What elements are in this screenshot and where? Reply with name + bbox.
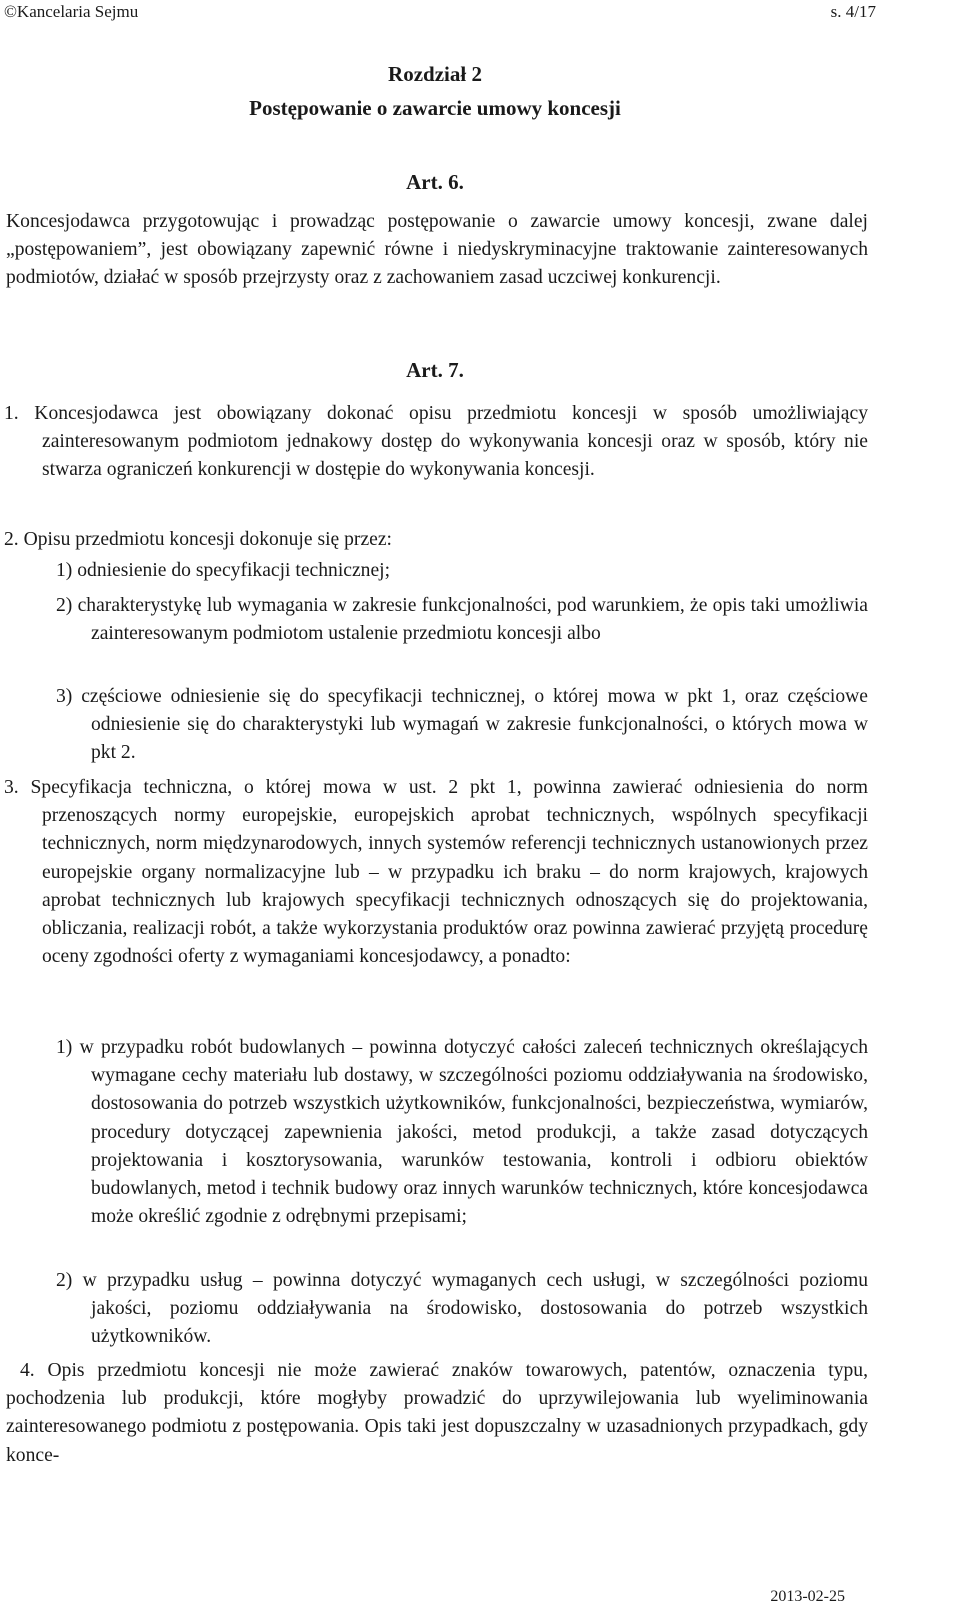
- art7-p2-item-1: 1) odniesienie do specyfikacji technicznej;: [56, 560, 391, 581]
- art7-paragraph-4: [6, 1357, 868, 1470]
- art7-paragraph-3: 3. Specyfikacja techniczna, o której mowa w ust. 2 pkt 1, powinna zawierać odniesienia do norm przenoszących normy europejskie, europejskich aprobat technicznych, wspólnych specyfikacji technicznych, norm międzynarodowych, innych systemów referencji technicznych ustanowionych przez europejskie organy normalizacyjne lub – w przypadku ich braku – do norm krajowych, krajowych aprobat technicznych lub krajowych specyfikacji technicznych odnoszących się do projektowania, obliczania, realizacji robót, a także wykorzystania produktów oraz powinna zawierać przyjętą procedurę oceny zgodności oferty z wymaganiami koncesjodawcy, a ponadto:: [4, 777, 868, 968]
- footer-date: 2013-02-25: [770, 1588, 845, 1605]
- art7-p3-item-1: 1) w przypadku robót budowlanych – powinna dotyczyć całości zaleceń technicznych określających wymagane cechy materiału lub dostawy, w szczególności poziomu oddziaływania na środowisko, dostosowania do potrzeb wszystkich użytkowników, funkcjonalności, bezpieczeństwa, wymiarów, procedury dotyczącej zapewnienia jakości, metod produkcji, a także zasad dotyczących projektowania i kosztorysowania, warunków testowania, kontroli i odbioru obiektów budowlanych, metod i technik budowy oraz innych warunków technicznych, które koncesjodawca może określić zgodnie z odrębnymi przepisami;: [56, 1037, 868, 1228]
- art7-heading: Art. 7.: [406, 358, 464, 382]
- art7-paragraph-4-text: Opis przedmiotu koncesji nie może zawierać znaków towarowych, patentów, oznaczenia typu, pochodzenia lub produkcji, które mogłyby prowadzić do uprzywilejowania lub wyeliminowania zainteresowanego podmiotu z postępowania. Opis taki jest dopuszczalny w uzasadnionych przypadkach, gdy konce-: [6, 1360, 868, 1466]
- art6-heading: Art. 6.: [406, 170, 464, 194]
- art6-text: Koncesjodawca przygotowując i prowadząc postępowanie o zawarcie umowy koncesji, zwane dalej „postępowaniem”, jest obowiązany zapewnić równe i niedyskryminacyjne traktowanie zainteresowanych podmiotów, działać w sposób przejrzysty oraz z zachowaniem zasad uczciwej konkurencji.: [6, 211, 868, 289]
- art7-paragraph-2: 2. Opisu przedmiotu koncesji dokonuje się przez:: [4, 529, 392, 550]
- chapter-title: Postępowanie o zawarcie umowy koncesji: [249, 96, 621, 120]
- publisher-label: ©Kancelaria Sejmu: [4, 2, 139, 21]
- chapter-number: Rozdział 2: [388, 62, 482, 86]
- art7-p2-item-3: 3) częściowe odniesienie się do specyfikacji technicznej, o której mowa w pkt 1, oraz częściowe odniesienie się do charakterystyki lub wymagań w zakresie funkcjonalności, o których mowa w pkt 2.: [56, 686, 868, 764]
- art7-p3-item-2: 2) w przypadku usług – powinna dotyczyć wymaganych cech usługi, w szczególności poziomu jakości, poziomu oddziaływania na środowisko, dostosowania do potrzeb wszystkich użytkowników.: [56, 1270, 868, 1348]
- art7-paragraph-4-label: 4.: [20, 1360, 35, 1381]
- art7-paragraph-1: 1. Koncesjodawca jest obowiązany dokonać opisu przedmiotu koncesji w sposób umożliwiający zainteresowanym podmiotom jednakowy dostęp do wykonywania koncesji oraz w sposób, który nie stwarza ograniczeń konkurencji w dostępie do wykonywania koncesji.: [4, 403, 868, 481]
- page-number: s. 4/17: [830, 2, 876, 21]
- art7-p2-item-2: 2) charakterystykę lub wymagania w zakresie funkcjonalności, pod warunkiem, że opis taki umożliwia zainteresowanym podmiotom ustalenie przedmiotu koncesji albo: [56, 595, 868, 645]
